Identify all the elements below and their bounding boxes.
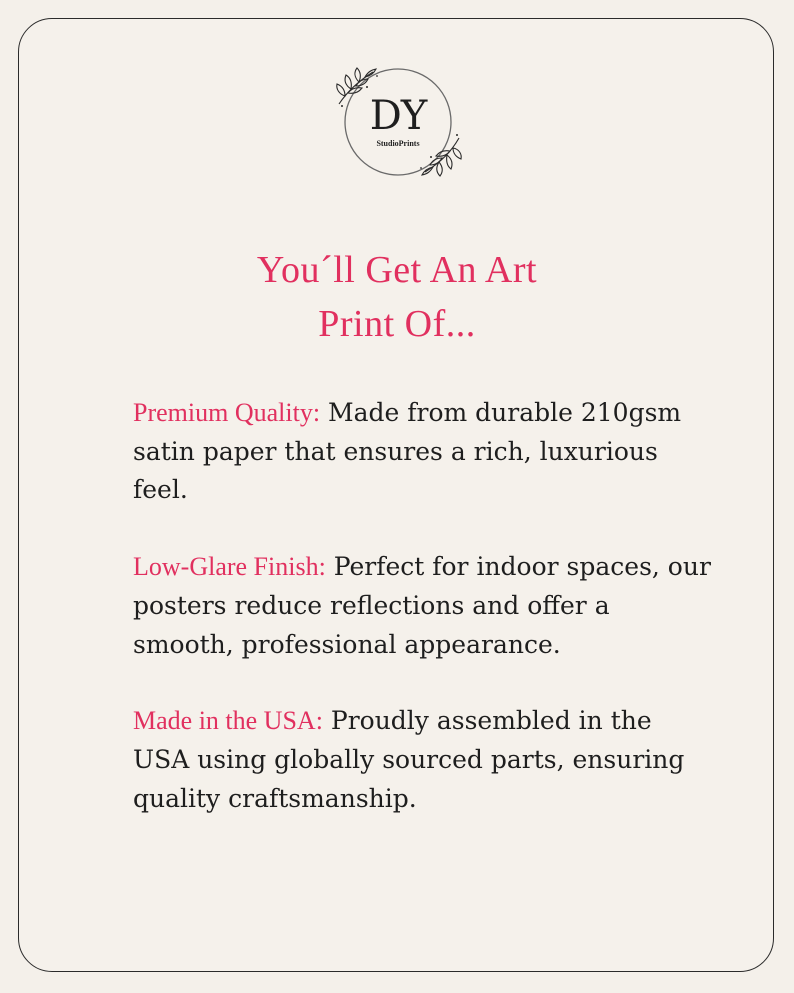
title-line-2: Print Of...	[318, 303, 476, 345]
title-line-1: You´ll Get An Art	[256, 249, 538, 291]
brand-name: StudioPrints	[376, 139, 420, 148]
brand-logo	[333, 62, 463, 192]
feature-title: Premium Quality:	[133, 398, 321, 427]
brand-monogram: DY	[369, 93, 427, 139]
page-title	[60, 243, 734, 351]
feature-list	[133, 394, 713, 856]
feature-low-glare-finish	[133, 548, 713, 664]
feature-title: Made in the USA:	[133, 706, 323, 736]
feature-title: Low-Glare Finish:	[133, 552, 326, 582]
feature-body: Proudly assembled in the USA using globally sourced parts, ensuring quality craftsmanship.	[133, 706, 685, 813]
feature-body: Perfect for indoor spaces, our posters reduce reflections and offer a smooth, professional appearance.	[133, 552, 711, 659]
feature-body: Made from durable 210gsm satin paper that ensures a rich, luxurious feel.	[133, 398, 682, 505]
feature-made-in-usa	[133, 702, 713, 818]
feature-premium-quality	[133, 394, 713, 510]
